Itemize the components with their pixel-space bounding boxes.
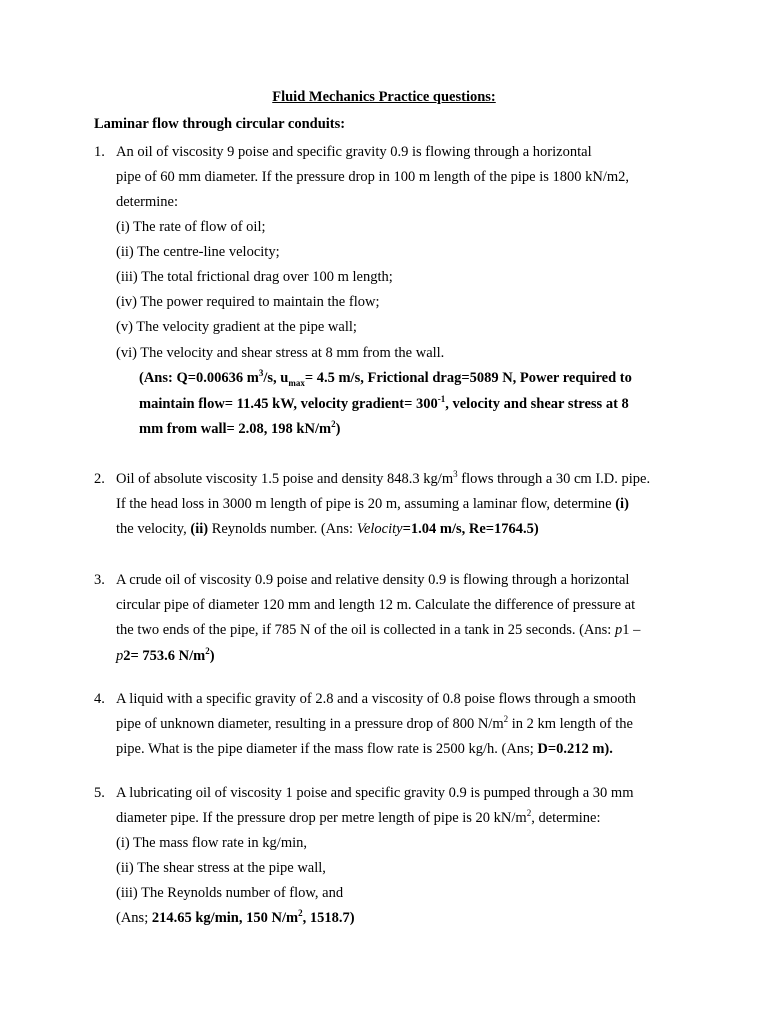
section-heading: Laminar flow through circular conduits: <box>94 116 346 132</box>
question-text-line: A lubricating oil of viscosity 1 poise and specific gravity 0.9 is pumped through a 30 mm <box>116 785 634 801</box>
question-number: 3. <box>94 572 105 588</box>
question-text-line: determine: <box>116 194 179 210</box>
sub-question: (iv) The power required to maintain the flow; <box>116 294 380 310</box>
sub-question: (iii) The Reynolds number of flow, and <box>116 885 344 901</box>
sub-question: (ii) The centre-line velocity; <box>116 244 280 260</box>
question-text-line: the two ends of the pipe, if 785 N of the oil is collected in a tank in 25 seconds. (Ans: p1 – <box>116 622 641 638</box>
question-text-line: pipe. What is the pipe diameter if the mass flow rate is 2500 kg/h. (Ans; D=0.212 m). <box>116 741 613 757</box>
question-text-line: p2= 753.6 $N/m^2$) <box>116 646 215 664</box>
sub-question: (vi) The velocity and shear stress at 8 mm from the wall. <box>116 345 445 361</box>
question-number: 1. <box>94 144 105 160</box>
answer-line: maintain flow= 11.45 kW, velocity gradient= $300^{-1}$, velocity and shear stress at 8 <box>139 394 629 412</box>
sub-question: (ii) The shear stress at the pipe wall, <box>116 860 326 876</box>
question-text-line: If the head loss in 3000 m length of pipe is 20 m, assuming a laminar flow, determine (i) <box>116 496 629 512</box>
question-number: 5. <box>94 785 105 801</box>
question-number: 4. <box>94 691 105 707</box>
answer-line: (Ans; 214.65 kg/min, 150 $N/m^2$, 1518.7) <box>116 908 355 926</box>
sub-question: (v) The velocity gradient at the pipe wall; <box>116 319 357 335</box>
question-text-line: A crude oil of viscosity 0.9 poise and relative density 0.9 is flowing through a horizontal <box>116 572 630 588</box>
question-text-line: pipe of unknown diameter, resulting in a pressure drop of 800 $N/m^2$ in 2 km length of the <box>116 714 633 732</box>
sub-question: (i) The rate of flow of oil; <box>116 219 266 235</box>
sub-question: (iii) The total frictional drag over 100 m length; <box>116 269 393 285</box>
question-text-line: An oil of viscosity 9 poise and specific gravity 0.9 is flowing through a horizontal <box>116 144 592 160</box>
sub-question: (i) The mass flow rate in kg/min, <box>116 835 308 851</box>
page-title: Fluid Mechanics Practice questions: <box>272 89 496 105</box>
question-text-line: A liquid with a specific gravity of 2.8 and a viscosity of 0.8 poise flows through a smooth <box>116 691 636 707</box>
answer-line: mm from wall= 2.08, 198 $kN/m^2$) <box>139 419 341 437</box>
question-text-line: pipe of 60 mm diameter. If the pressure drop in 100 m length of the pipe is 1800 kN/m2, <box>116 169 630 185</box>
question-text-line: the velocity, (ii) Reynolds number. (Ans: Velocity=1.04 m/s, Re=1764.5) <box>116 521 539 537</box>
question-text-line: Oil of absolute viscosity 1.5 poise and density 848.3 $kg/m^3$ flows through a 30 cm I.D. pipe. <box>116 469 651 487</box>
answer-line: (Ans: Q=0.00636 $m^3/s$, $u_{max}= 4.5$ m/s, Frictional drag=5089 N, Power required to <box>139 368 632 388</box>
question-text-line: diameter pipe. If the pressure drop per metre length of pipe is 20 $kN/m^2$, determine: <box>116 808 601 826</box>
question-number: 2. <box>94 471 105 487</box>
question-text-line: circular pipe of diameter 120 mm and length 12 m. Calculate the difference of pressure at <box>116 597 636 613</box>
